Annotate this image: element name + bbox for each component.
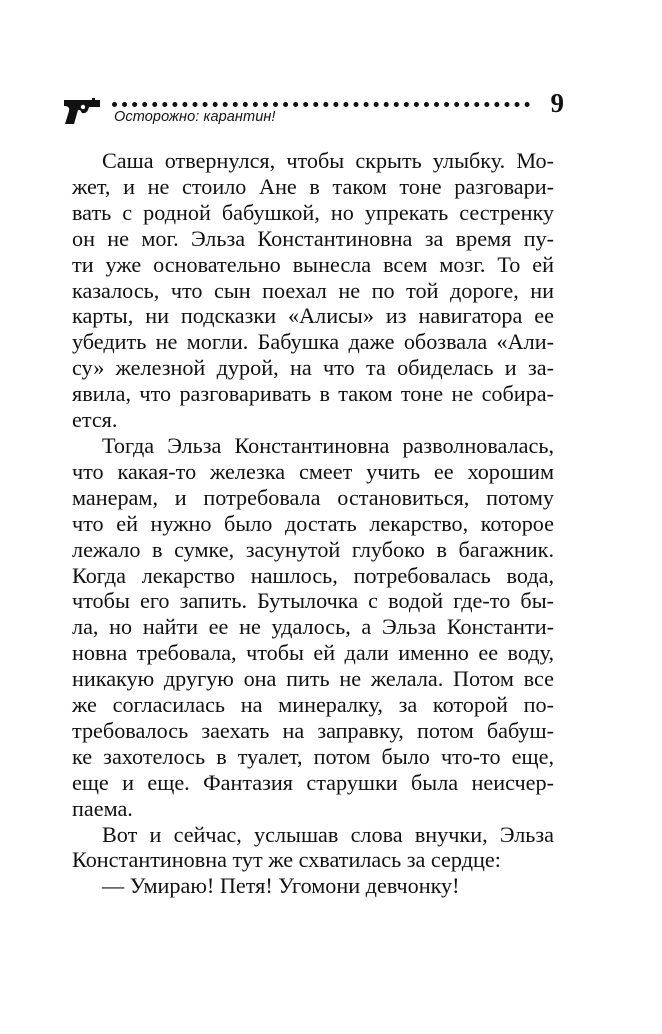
body-text: [72, 148, 554, 899]
text-line: манерам, и потребовала остановиться, потому: [72, 484, 554, 510]
paragraph: [72, 822, 554, 874]
text-line: Константиновна тут же схватилась за сердце:: [72, 847, 501, 873]
text-line: чтобы его запить. Бутылочка с водой где-то бы-: [72, 588, 554, 614]
header-dotted-rule: [112, 102, 530, 107]
text-line: новна требовала, чтобы ей дали именно ее воду,: [72, 640, 554, 666]
text-line: ке захотелось в туалет, потом было что-то еще,: [72, 743, 554, 769]
text-line: ется.: [72, 407, 118, 433]
page-number: 9: [550, 88, 564, 118]
text-line: что какая-то железка смеет учить ее хорошим: [72, 458, 554, 484]
text-line: карты, ни подсказки «Алисы» из навигатора ее: [72, 303, 554, 329]
text-line: еще и еще. Фантазия старушки была неисчер-: [72, 769, 554, 795]
paragraph: [72, 873, 554, 899]
text-line: — Умираю! Петя! Угомони девчонку!: [102, 873, 460, 899]
text-line: он не мог. Эльза Константиновна за время пу-: [72, 225, 554, 251]
text-line: Тогда Эльза Константиновна разволновалась,: [102, 432, 554, 458]
text-line: что ей нужно было достать лекарство, которое: [72, 510, 554, 536]
text-line: жет, и не стоило Ане в таком тоне разговари-: [72, 173, 554, 199]
text-line: су» железной дурой, на что та обиделась и за-: [72, 355, 554, 381]
text-line: убедить не могли. Бабушка даже обозвала «Али-: [72, 329, 554, 355]
revolver-icon: [62, 96, 106, 126]
series-title: Осторожно: карантин!: [114, 109, 276, 125]
text-line: же согласилась на минералку, за которой по-: [72, 692, 554, 718]
text-line: Вот и сейчас, услышав слова внучки, Эльза: [102, 821, 554, 847]
text-line: Когда лекарство нашлось, потребовалась вода,: [72, 562, 554, 588]
paragraph: [72, 148, 554, 433]
text-line: Саша отвернулся, чтобы скрыть улыбку. Мо-: [102, 148, 554, 173]
text-line: требовалось заехать на заправку, потом бабуш-: [72, 717, 554, 743]
text-line: казалось, что сын поехал не по той дороге, ни: [72, 277, 554, 303]
text-line: лежало в сумке, засунутой глубоко в багажник.: [72, 536, 554, 562]
text-line: вать с родной бабушкой, но упрекать сестренку: [72, 199, 554, 225]
text-line: ла, но найти ее не удалось, а Эльза Константи-: [72, 614, 554, 640]
text-line: ти уже основательно вынесла всем мозг. То ей: [72, 251, 554, 277]
text-line: паема.: [72, 795, 133, 821]
running-header: [62, 88, 564, 128]
text-line: никакую другую она пить не желала. Потом все: [72, 666, 554, 692]
text-line: явила, что разговаривать в таком тоне не собира-: [72, 381, 554, 407]
paragraph: [72, 433, 554, 822]
